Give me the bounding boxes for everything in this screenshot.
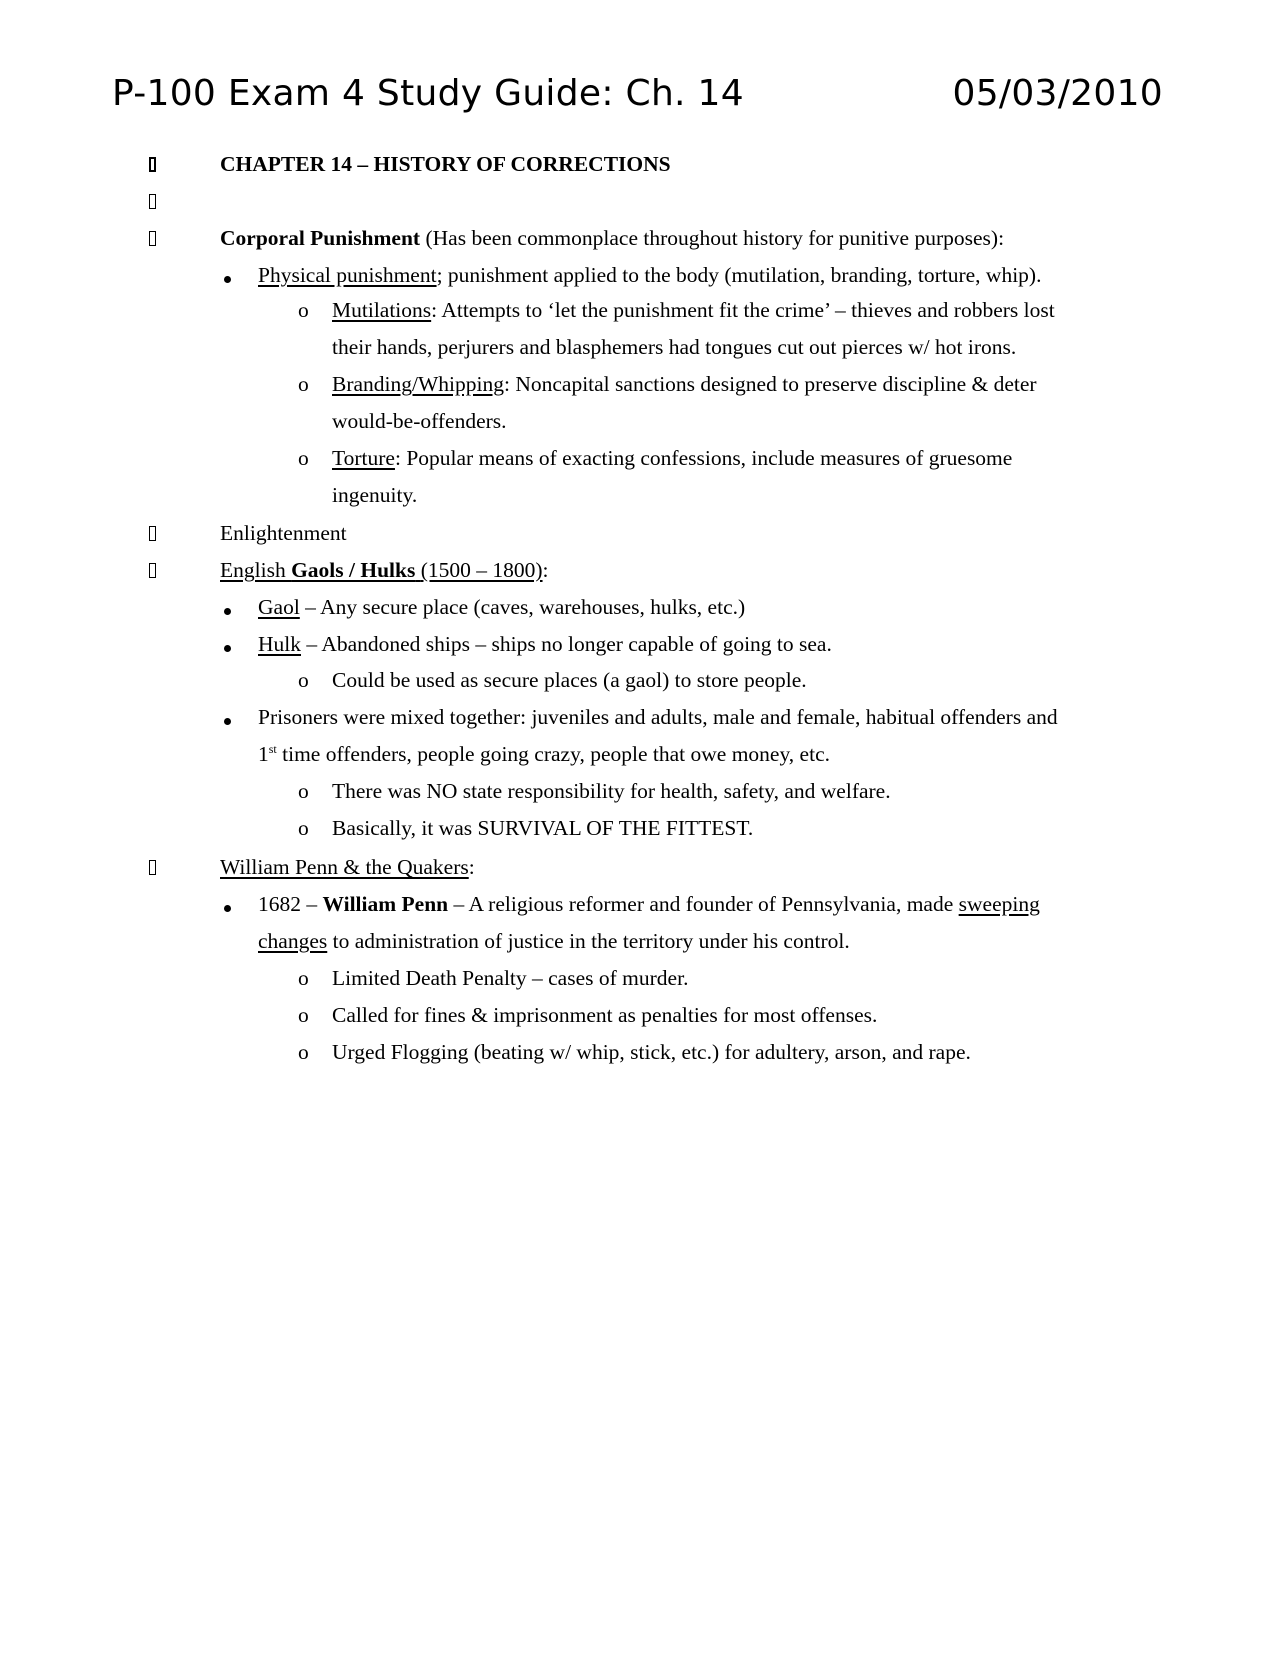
branding-line-2: would-be-offenders. bbox=[332, 409, 507, 433]
hulk-sub-line: Could be used as secure places (a gaol) to store people. bbox=[332, 668, 807, 692]
survival-line: Basically, it was SURVIVAL OF THE FITTEST. bbox=[332, 816, 754, 840]
bullet-dot-icon bbox=[224, 608, 231, 615]
torture-desc: : Popular means of exacting confessions, include measures of gruesome bbox=[394, 446, 1013, 470]
square-bullet-icon bbox=[149, 563, 156, 578]
sub-bullet-icon: o bbox=[298, 1003, 309, 1027]
torture-line-2: ingenuity. bbox=[332, 483, 418, 507]
mutilations-desc: : Attempts to ‘let the punishment fit the crime’ – thieves and robbers lost bbox=[431, 298, 1055, 322]
sub-bullet-icon: o bbox=[298, 1040, 309, 1064]
penn-changes: changes bbox=[258, 929, 328, 953]
torture-term: Torture bbox=[332, 446, 395, 470]
square-bullet-icon bbox=[149, 157, 156, 172]
ordinal-suffix: st bbox=[268, 742, 277, 756]
prisoners-rest: time offenders, people going crazy, people that owe money, etc. bbox=[276, 742, 830, 766]
gaol-line bbox=[258, 593, 745, 621]
penn-heading bbox=[220, 853, 475, 881]
mutilations-term: Mutilations bbox=[332, 298, 432, 322]
penn-heading-colon: : bbox=[468, 855, 475, 879]
sub-bullet-icon: o bbox=[298, 298, 309, 322]
gaols-years: (1500 – 1800) bbox=[420, 558, 543, 582]
penn-line bbox=[258, 890, 1040, 918]
bullet-dot-icon bbox=[224, 645, 231, 652]
page-header bbox=[0, 0, 1280, 130]
no-state-line: There was NO state responsibility for health, safety, and welfare. bbox=[332, 779, 891, 803]
penn-year: 1682 – bbox=[258, 892, 323, 916]
corporal-term: Corporal Punishment bbox=[220, 226, 421, 250]
sub-bullet-icon: o bbox=[298, 816, 309, 840]
square-bullet-icon bbox=[149, 231, 156, 246]
mutilations-line-2: their hands, perjurers and blasphemers had tongues cut out pierces w/ hot irons. bbox=[332, 335, 1017, 359]
hulk-line bbox=[258, 630, 832, 658]
square-bullet-icon bbox=[149, 194, 156, 209]
branding-line bbox=[332, 370, 1037, 398]
branding-term: Branding/Whipping bbox=[332, 372, 504, 396]
document-title: P-100 Exam 4 Study Guide: Ch. 14 bbox=[112, 73, 744, 114]
square-bullet-icon bbox=[149, 860, 156, 875]
bullet-dot-icon bbox=[224, 905, 231, 912]
penn-name: William Penn bbox=[322, 892, 449, 916]
physical-punishment-line bbox=[258, 261, 1041, 289]
penn-item-2: Called for fines & imprisonment as penalties for most offenses. bbox=[332, 1003, 878, 1027]
prisoners-line: Prisoners were mixed together: juveniles and adults, male and female, habitual offenders and bbox=[258, 705, 1058, 729]
bullet-dot-icon bbox=[224, 718, 231, 725]
torture-line bbox=[332, 444, 1012, 472]
penn-desc: – A religious reformer and founder of Pennsylvania, made bbox=[448, 892, 959, 916]
hulk-term: Hulk bbox=[258, 632, 301, 656]
gaols-term: Gaols / Hulks bbox=[291, 558, 416, 582]
penn-line-2 bbox=[258, 927, 850, 955]
gaols-prefix: English bbox=[220, 558, 292, 582]
document-date: 05/03/2010 bbox=[952, 73, 1163, 114]
bullet-dot-icon bbox=[224, 276, 231, 283]
gaols-heading bbox=[220, 556, 549, 584]
sub-bullet-icon: o bbox=[298, 779, 309, 803]
sub-bullet-icon: o bbox=[298, 668, 309, 692]
square-bullet-icon bbox=[149, 526, 156, 541]
sub-bullet-icon: o bbox=[298, 966, 309, 990]
corporal-punishment-line bbox=[220, 224, 1004, 252]
sub-bullet-icon: o bbox=[298, 446, 309, 470]
penn-desc-2: to administration of justice in the territory under his control. bbox=[327, 929, 850, 953]
prisoners-line-2 bbox=[258, 740, 830, 768]
penn-item-1: Limited Death Penalty – cases of murder. bbox=[332, 966, 689, 990]
ordinal-number: 1 bbox=[258, 742, 269, 766]
physical-desc: ; punishment applied to the body (mutilation, branding, torture, whip). bbox=[436, 263, 1042, 287]
corporal-desc: (Has been commonplace throughout history for punitive purposes): bbox=[420, 226, 1005, 250]
hulk-desc: – Abandoned ships – ships no longer capable of going to sea. bbox=[301, 632, 832, 656]
sub-bullet-icon: o bbox=[298, 372, 309, 396]
branding-desc: : Noncapital sanctions designed to preserve discipline & deter bbox=[503, 372, 1037, 396]
penn-heading-text: William Penn & the Quakers bbox=[220, 855, 469, 879]
gaol-term: Gaol bbox=[258, 595, 300, 619]
penn-item-3: Urged Flogging (beating w/ whip, stick, etc.) for adultery, arson, and rape. bbox=[332, 1040, 971, 1064]
penn-sweeping: sweeping bbox=[958, 892, 1040, 916]
gaol-desc: – Any secure place (caves, warehouses, hulks, etc.) bbox=[299, 595, 746, 619]
chapter-heading: CHAPTER 14 – HISTORY OF CORRECTIONS bbox=[220, 152, 671, 176]
mutilations-line bbox=[332, 296, 1055, 324]
physical-term: Physical punishment bbox=[258, 263, 437, 287]
enlightenment-heading: Enlightenment bbox=[220, 521, 347, 545]
gaols-colon: : bbox=[542, 558, 549, 582]
